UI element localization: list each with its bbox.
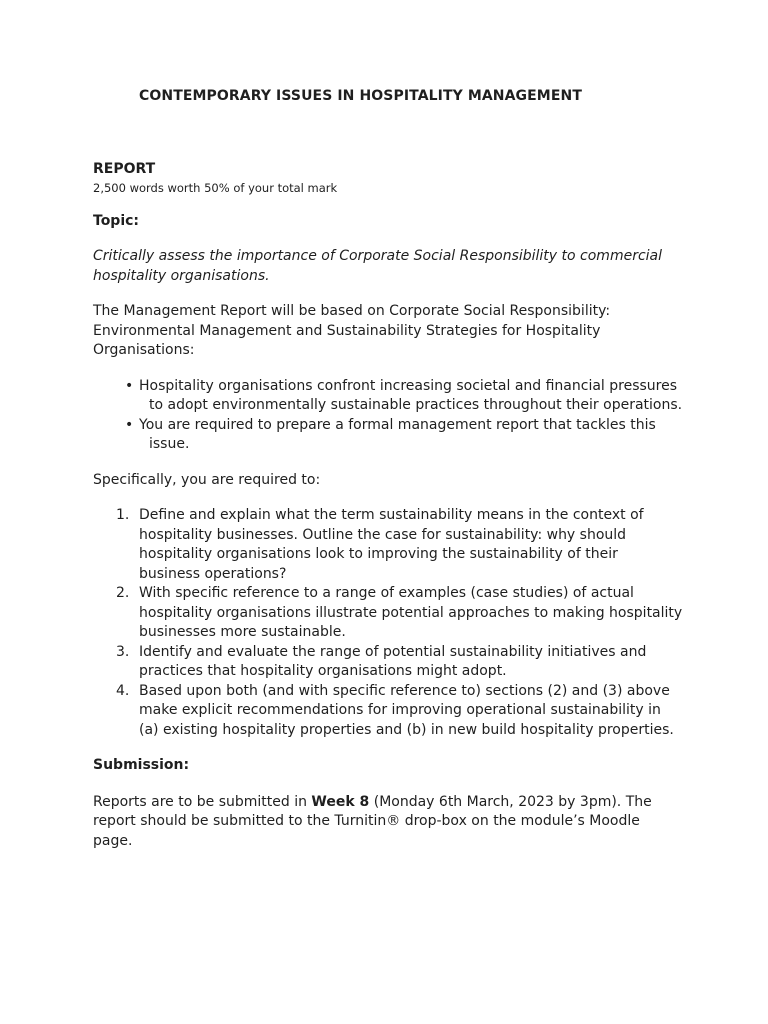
submission-paragraph — [93, 793, 683, 852]
intro-paragraph: The Management Report will be based on Corporate Social Responsibility: Environmental Management and Sustainability Strategies for Hospitality Organisations: — [93, 303, 611, 358]
bullet-list — [93, 377, 683, 455]
document-title: CONTEMPORARY ISSUES IN HOSPITALITY MANAGEMENT — [139, 88, 582, 104]
topic-text: Critically assess the importance of Corporate Social Responsibility to commercial hospitality organisations. — [93, 248, 663, 284]
submission-text-after: (Monday 6th March, 2023 by 3pm). The report should be submitted to the Turnitin® drop-box on the module’s Moodle page. — [93, 793, 652, 849]
bullet-text: Hospitality organisations confront increasing societal and financial pressures to adopt environmentally sustainable practices throughout their operations. — [139, 377, 683, 413]
requirement-number: 3. — [116, 643, 130, 660]
document-body — [93, 160, 683, 851]
requirement-text: Based upon both (and with specific reference to) sections (2) and (3) above make explicit recommendations for improving operational sustainability in (a) existing hospitality properties and (b) in new build hospitality properties. — [139, 682, 674, 738]
report-heading: REPORT — [93, 161, 156, 177]
requirement-text: With specific reference to a range of examples (case studies) of actual hospitality organisations illustrate potential approaches to making hospitality businesses more sustainable. — [139, 585, 683, 640]
requirement-number: 1. — [116, 507, 130, 523]
requirements-list — [93, 506, 683, 740]
bullet-item — [125, 416, 683, 455]
requirement-item — [116, 682, 683, 741]
submission-deadline-week: Week 8 — [311, 793, 370, 810]
topic-heading: Topic: — [93, 212, 140, 229]
bullet-symbol: • — [125, 416, 134, 433]
requirement-number: 2. — [116, 585, 130, 601]
requirements-intro: Specifically, you are required to: — [93, 471, 321, 488]
bullet-item — [125, 377, 683, 416]
requirement-number: 4. — [116, 682, 130, 699]
bullet-symbol: • — [125, 377, 134, 394]
requirement-item — [116, 584, 683, 643]
requirement-item — [116, 643, 683, 682]
submission-text-before: Reports are to be submitted in — [93, 793, 312, 810]
submission-heading: Submission: — [93, 757, 190, 773]
bullet-text: You are required to prepare a formal management report that tackles this issue. — [139, 416, 656, 452]
requirement-text: Identify and evaluate the range of potential sustainability initiatives and practices that hospitality organisations might adopt. — [139, 643, 647, 679]
word-count-note: 2,500 words worth 50% of your total mark — [93, 180, 338, 195]
requirement-item — [116, 506, 683, 584]
requirement-text: Define and explain what the term sustainability means in the context of hospitality businesses. Outline the case for sustainability: why should hospitality organisations look to improving the sustainability of their business operations? — [139, 507, 644, 582]
